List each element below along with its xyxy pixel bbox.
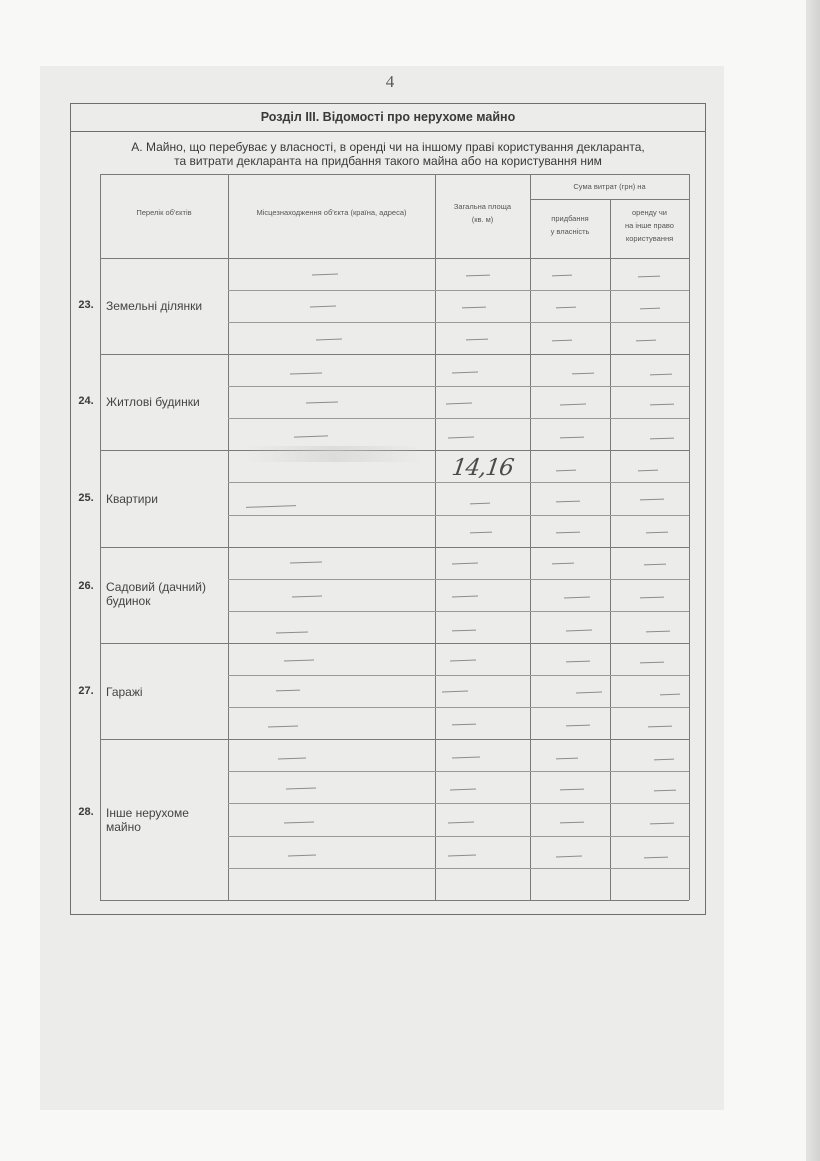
sub-row-line: [228, 482, 689, 483]
header-expenses: Сума витрат (грн) на: [573, 182, 646, 191]
sub-row-line: [228, 418, 689, 419]
section-title: Розділ ІІІ. Відомості про нерухоме майно: [71, 104, 705, 132]
table-bottom-border: [100, 900, 689, 901]
row-label-land-plots: Земельні ділянки: [106, 299, 203, 313]
header-area-line-1: Загальна площа: [453, 202, 512, 211]
column-divider: [435, 174, 436, 900]
sub-row-line: [228, 290, 689, 291]
sub-row-line: [228, 515, 689, 516]
handwritten-total-area: 14,16: [450, 455, 515, 481]
row-number: 28.: [78, 806, 94, 818]
column-divider: [530, 174, 531, 900]
sub-row-line: [228, 675, 689, 676]
sub-row-line: [228, 707, 689, 708]
row-label-other-real-estate: Інше нерухоме майно: [106, 806, 189, 834]
table-top-border: [100, 174, 689, 175]
row-label-residential-houses: Житлові будинки: [106, 395, 200, 409]
sub-row-line: [228, 836, 689, 837]
header-purchase-line-1: придбання: [551, 214, 589, 223]
header-area-line-2: (кв. м): [471, 215, 494, 224]
sub-row-line: [228, 771, 689, 772]
table-right-border: [689, 174, 690, 900]
header-objects: Перелік об'єктів: [136, 208, 192, 217]
page-number: 4: [385, 72, 395, 91]
row-number: 26.: [78, 580, 94, 592]
table-left-border: [100, 174, 101, 900]
group-divider: [100, 643, 689, 644]
group-divider: [100, 547, 689, 548]
redacted-address: [244, 446, 424, 462]
column-divider: [228, 174, 229, 900]
row-number: 27.: [78, 685, 94, 697]
header-purchase: [531, 212, 609, 238]
page-edge-shadow: [806, 0, 820, 1161]
header-rent-line-3: користування: [625, 234, 674, 243]
subsection-title-line-2: та витрати декларанта на придбання такого майна або на користування ним: [174, 154, 602, 168]
header-purchase-line-2: у власність: [550, 227, 590, 236]
sub-row-line: [228, 386, 689, 387]
header-location: Місцезнаходження об'єкта (країна, адреса): [256, 208, 407, 217]
sub-row-line: [228, 579, 689, 580]
row-number: 25.: [78, 492, 94, 504]
sub-row-line: [228, 868, 689, 869]
header-rent-line-2: на інше право: [625, 221, 674, 230]
sub-row-line: [228, 322, 689, 323]
subsection-title: [71, 140, 705, 168]
sub-row-line: [228, 803, 689, 804]
group-divider: [100, 739, 689, 740]
header-rent: [611, 206, 688, 245]
sub-row-line: [228, 611, 689, 612]
group-divider: [100, 354, 689, 355]
row-label-garden-house: Садовий (дачний) будинок: [106, 580, 206, 608]
row-number: 23.: [78, 299, 94, 311]
header-area: [436, 200, 529, 226]
subsection-title-line-1: А. Майно, що перебуває у власності, в оренді чи на іншому праві користування декларанта,: [131, 140, 645, 154]
column-divider: [610, 199, 611, 900]
header-split-line: [530, 199, 689, 200]
row-number: 24.: [78, 395, 94, 407]
header-rent-line-1: оренду чи: [632, 208, 667, 217]
row-label-garages: Гаражі: [106, 685, 143, 699]
header-bottom-line: [100, 258, 689, 259]
row-label-apartments: Квартири: [106, 492, 158, 506]
